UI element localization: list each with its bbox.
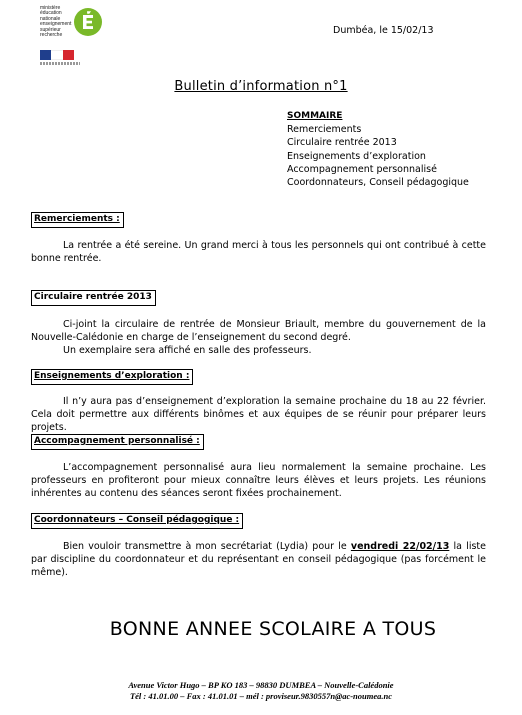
paragraph: La rentrée a été sereine. Un grand merci à tous les personnels qui ont contribué à cette bonne rentrée. bbox=[31, 240, 486, 264]
deadline-date: vendredi 22/02/13 bbox=[350, 541, 450, 552]
paragraph-text: la liste par discipline du coordonnateur et du représentant en conseil pédagogique (pas forcément le même). bbox=[31, 541, 486, 578]
flag-caption bbox=[40, 62, 80, 65]
footer-address bbox=[0, 680, 522, 702]
summary-heading: SOMMAIRE bbox=[287, 111, 343, 121]
document-date: Dumbéa, le 15/02/13 bbox=[333, 25, 434, 36]
section-header-exploration bbox=[31, 369, 193, 385]
ministry-line: recherche bbox=[40, 32, 63, 39]
paragraph: Un exemplaire sera affiché en salle des professeurs. bbox=[63, 345, 312, 356]
paragraph: L’accompagnement personnalisé aura lieu normalement la semaine prochaine. Les professeurs en profiteront pour mieux connaître leurs élèves et leurs projets. Les réunions inhérentes au contenu des séances seront fixées prochainement. bbox=[31, 462, 486, 499]
ministry-line: enseignement bbox=[40, 21, 72, 28]
paragraph-text: Bien vouloir transmettre à mon secrétariat (Lydia) pour le bbox=[63, 541, 351, 552]
ministry-wordmark bbox=[40, 6, 78, 38]
french-flag-icon bbox=[40, 50, 74, 60]
paragraph: Il n’y aura pas d’enseignement d’exploration la semaine prochaine du 18 au 22 février. Cela doit permettre aux différents binômes et aux équipes de se réunir pour préparer leurs projets. bbox=[31, 396, 486, 433]
section-body-coordonnateurs bbox=[31, 540, 486, 579]
summary-item: Accompagnement personnalisé bbox=[287, 163, 437, 175]
section-header-label: Remerciements : bbox=[34, 214, 120, 224]
section-header-label: Enseignements d’exploration : bbox=[34, 371, 190, 381]
section-header-accompagnement bbox=[31, 434, 204, 450]
section-header-label: Circulaire rentrée 2013 bbox=[34, 292, 152, 302]
section-body-circulaire bbox=[31, 318, 486, 357]
summary-item: Enseignements d’exploration bbox=[287, 150, 426, 162]
summary-item: Remerciements bbox=[287, 124, 362, 136]
footer-line: Tél : 41.01.00 – Fax : 41.01.01 – mél : proviseur.9830557n@ac-noumea.nc bbox=[129, 691, 393, 701]
section-body-remerciements bbox=[31, 239, 486, 265]
section-header-remerciements bbox=[31, 212, 124, 228]
e-letter-graphic bbox=[74, 8, 102, 36]
section-header-circulaire bbox=[31, 290, 156, 306]
summary-item: Coordonnateurs, Conseil pédagogique bbox=[287, 177, 469, 189]
summary-item: Circulaire rentrée 2013 bbox=[287, 137, 397, 149]
bulletin-title: Bulletin d’information n°1 bbox=[174, 79, 348, 94]
ministry-line: éducation bbox=[40, 10, 62, 17]
paragraph: Ci-joint la circulaire de rentrée de Monsieur Briault, membre du gouvernement de la Nouvelle-Calédonie en charge de l’enseignement du second degré. bbox=[31, 319, 486, 343]
footer-line: Avenue Victor Hugo – BP KO 183 – 98830 DUMBEA – Nouvelle-Calédonie bbox=[128, 680, 394, 690]
closing-greeting: BONNE ANNEE SCOLAIRE A TOUS bbox=[109, 618, 437, 640]
ministry-logo bbox=[40, 6, 102, 72]
summary-block bbox=[287, 110, 469, 189]
ministry-line: nationale bbox=[40, 15, 61, 22]
section-header-label: Coordonnateurs – Conseil pédagogique : bbox=[34, 515, 240, 525]
section-body-accompagnement bbox=[31, 461, 486, 500]
paragraph bbox=[31, 540, 486, 579]
section-header-label: Accompagnement personnalisé : bbox=[34, 436, 200, 446]
ministry-line: ministère bbox=[40, 5, 61, 11]
e-letter-logo-icon bbox=[74, 8, 102, 36]
ministry-line: supérieur bbox=[40, 26, 61, 33]
section-body-exploration bbox=[31, 395, 486, 434]
section-header-coordonnateurs bbox=[31, 513, 243, 529]
